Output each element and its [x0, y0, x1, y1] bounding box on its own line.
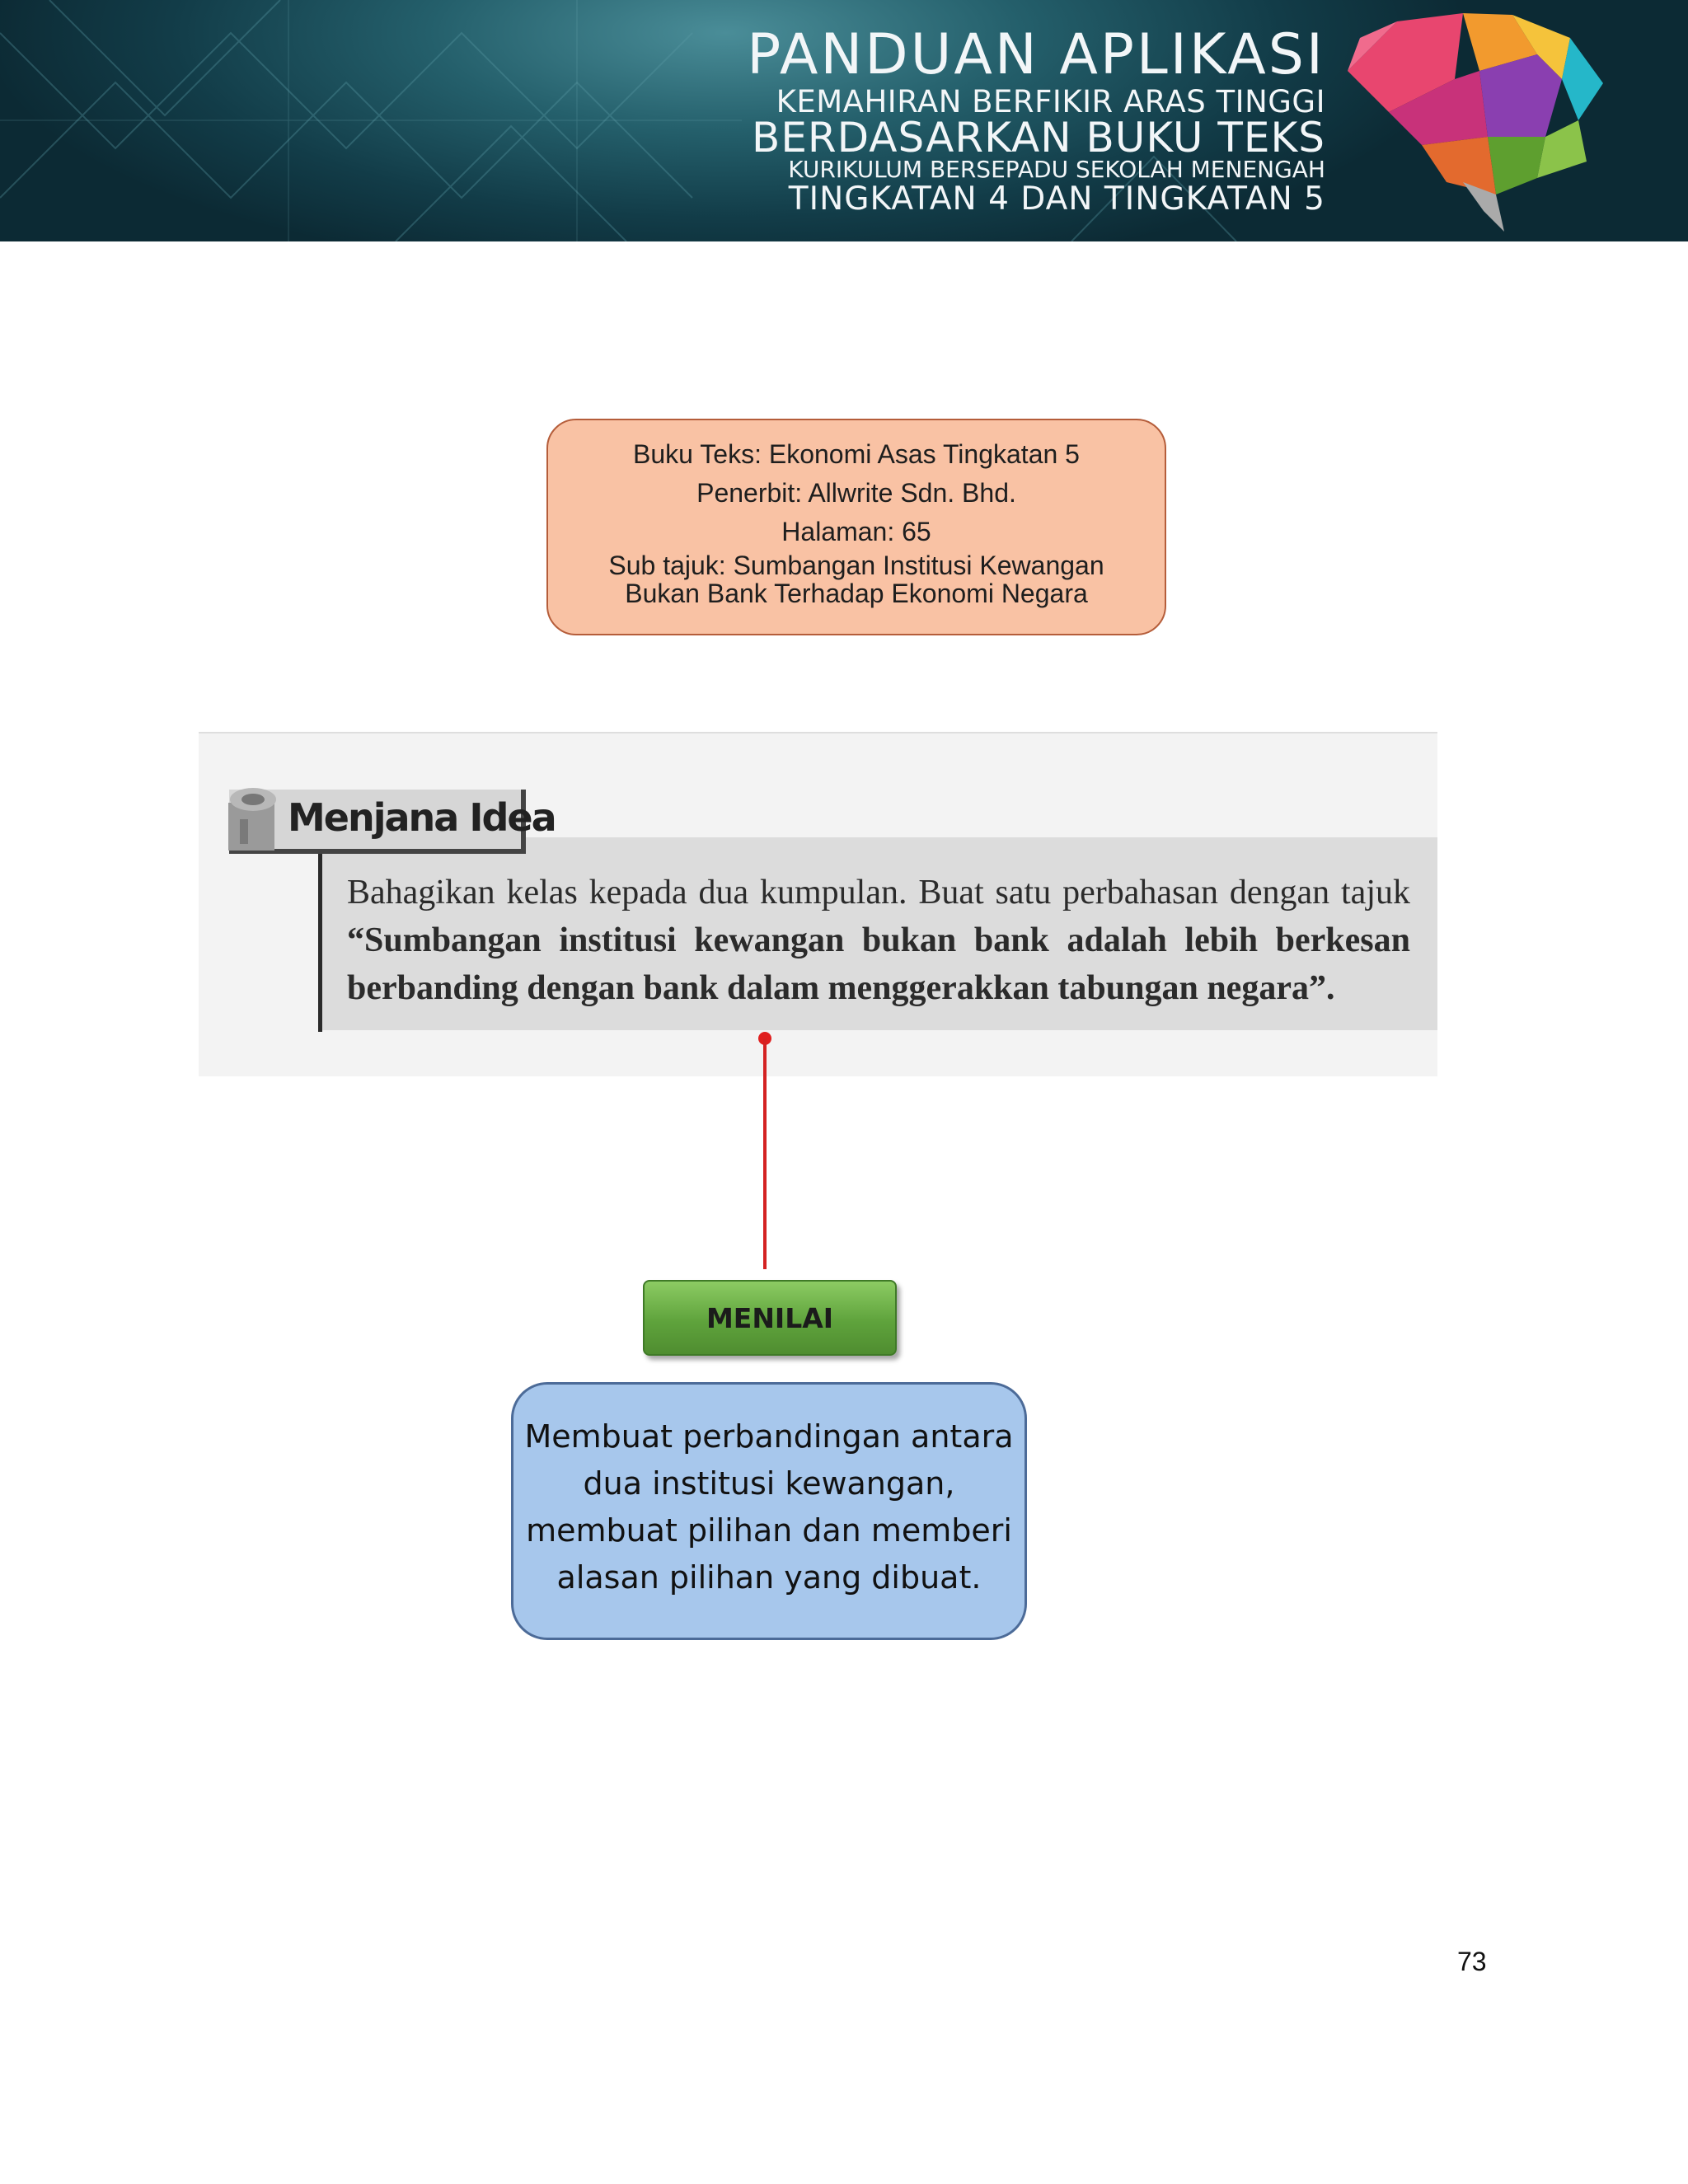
banner-title-line2: KEMAHIRAN BERFIKIR ARAS TINGGI	[776, 84, 1325, 120]
banner-title-line5: TINGKATAN 4 DAN TINGKATAN 5	[788, 180, 1325, 218]
banner-title-line3: BERDASARKAN BUKU TEKS	[752, 114, 1325, 162]
subtopic-line1: Sub tajuk: Sumbangan Institusi Kewangan	[608, 551, 1104, 580]
source-info-box	[546, 419, 1166, 635]
banner-title	[747, 22, 1325, 218]
publisher: Penerbit: Allwrite Sdn. Bhd.	[696, 478, 1016, 508]
page-number: 73	[1457, 1947, 1487, 1976]
scroll-icon	[223, 778, 289, 860]
banner-title-line1: PANDUAN APLIKASI	[747, 22, 1325, 87]
excerpt-bar	[318, 837, 322, 1032]
excerpt-text	[347, 869, 1410, 1012]
idea-tag-title: Menjana Idea	[288, 795, 556, 840]
connector-line	[757, 1032, 776, 1271]
page-reference: Halaman: 65	[781, 517, 931, 546]
banner-title-line4: KURIKULUM BERSEPADU SEKOLAH MENENGAH	[788, 156, 1325, 183]
subtopic-line2: Bukan Bank Terhadap Ekonomi Negara	[625, 579, 1088, 608]
excerpt-text-bold: “Sumbangan institusi kewangan bukan bank adalah lebih berkesan berbanding dengan bank dalam menggerakkan tabungan negara”.	[347, 921, 1410, 1007]
excerpt-text-plain: Bahagikan kelas kepada dua kumpulan. Buat satu perbahasan dengan tajuk	[347, 874, 1410, 912]
textbook-excerpt	[199, 732, 1437, 1076]
header-banner	[0, 0, 1688, 241]
description-text: Membuat perbandingan antara dua institusi kewangan, membuat pilihan dan memberi alasan pilihan yang dibuat.	[524, 1418, 1014, 1596]
brain-logo-icon	[1339, 5, 1611, 236]
thinking-level-badge: MENILAI	[643, 1280, 897, 1356]
book-title: Buku Teks: Ekonomi Asas Tingkatan 5	[633, 439, 1080, 469]
description-box	[511, 1382, 1027, 1640]
